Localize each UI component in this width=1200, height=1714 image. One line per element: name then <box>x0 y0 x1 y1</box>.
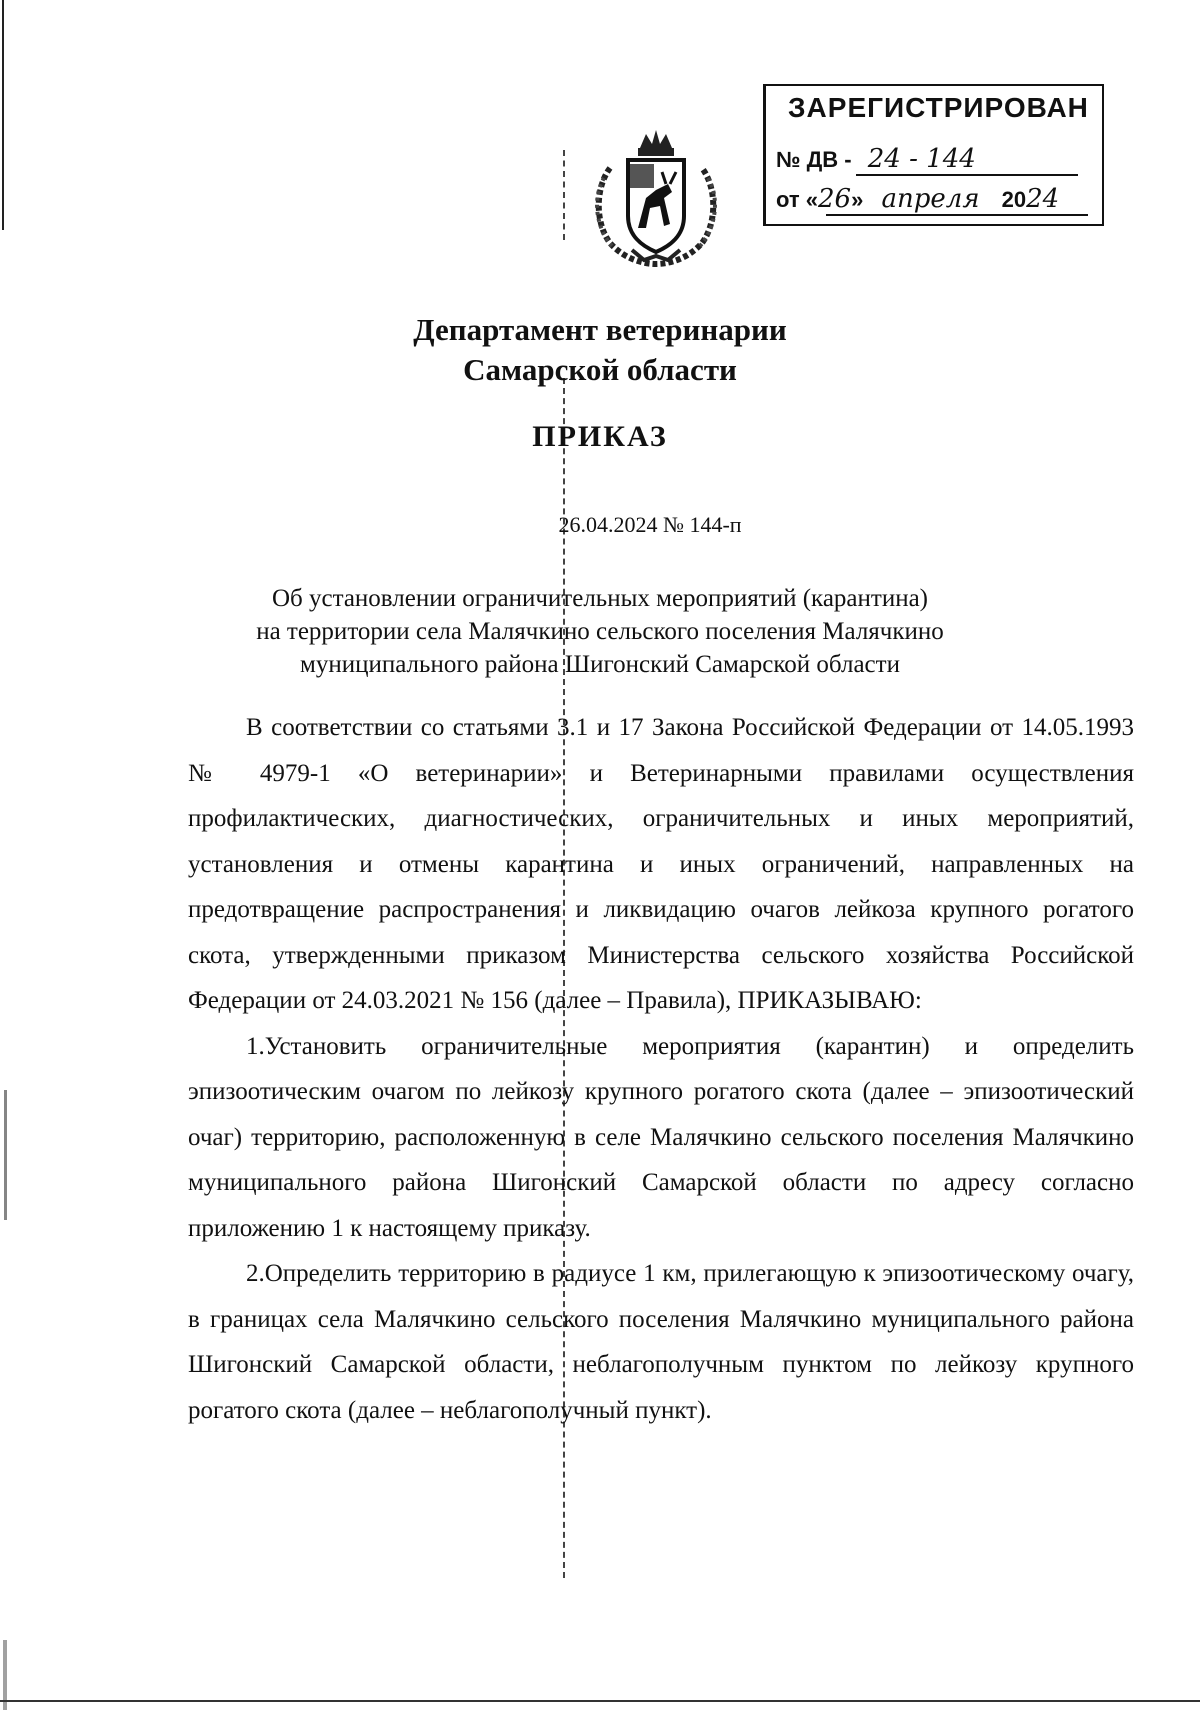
item-2-paragraph: 2.Определить территорию в радиусе 1 км, прилегающую к эпизоотическому очагу, в границах села Малячкино сельского поселения Малячкино муниципального района Шигонский Самарской области, неблагополучным пунктом по лейкозу крупного рогатого скота (далее – неблагополучный пункт). <box>188 1260 1134 1424</box>
stamp-title: ЗАРЕГИСТРИРОВАН <box>788 92 1089 123</box>
subject-line-1: Об установлении ограничительных мероприятий (карантина) <box>271 585 929 612</box>
stamp-date-prefix: от « <box>776 187 819 212</box>
stamp-date-year-printed: 20 <box>1001 187 1027 212</box>
stamp-date-day: 26 <box>818 184 852 214</box>
stamp-date-mid: » <box>851 187 864 212</box>
stamp-date-row <box>776 184 1059 214</box>
stamp-underline <box>826 214 1088 216</box>
stamp-number-handwritten: 24 - 144 <box>867 144 976 174</box>
department-line-1: Департамент ветеринарии <box>413 312 787 347</box>
stamp-underline <box>856 174 1078 176</box>
department-line-2: Самарской области <box>463 352 737 387</box>
scan-edge <box>2 0 4 230</box>
scan-edge <box>0 1700 1200 1702</box>
scan-edge <box>4 1090 7 1220</box>
department-name <box>0 310 1200 390</box>
order-subject <box>0 582 1200 681</box>
stamp-number-prefix: № ДВ - <box>776 147 852 172</box>
preamble-paragraph: В соответствии со статьями 3.1 и 17 Закона Российской Федерации от 14.05.1993 № 4979-1 «О ветеринарии» и Ветеринарными правилами осуществления профилактических, диагностических, ограничительных и иных мероприятий, установления и отмены карантина и иных ограничений, направленных на предотвращение распространения и ликвидацию очагов лейкоза крупного рогатого скота, утвержденными приказом Министерства сельского хозяйства Российской Федерации от 24.03.2021 № 156 (далее – Правила), ПРИКАЗЫВАЮ: <box>188 714 1134 1014</box>
document-type-title: ПРИКАЗ <box>532 420 668 453</box>
stamp-date-month: апреля <box>881 184 980 214</box>
stamp-date-year-handwritten: 24 <box>1026 184 1060 214</box>
subject-line-2: на территории села Малячкино сельского поселения Малячкино <box>256 618 944 645</box>
registration-stamp <box>763 84 1104 226</box>
order-date-number: 26.04.2024 № 144-п <box>558 512 742 537</box>
subject-line-3: муниципального района Шигонский Самарской области <box>300 651 900 678</box>
coat-of-arms-emblem <box>590 128 722 268</box>
item-1-paragraph: 1.Установить ограничительные мероприятия (карантин) и определить эпизоотическим очагом по лейкозу крупного рогатого скота (далее – эпизоотический очаг) территорию, расположенную в селе Малячкино сельского поселения Малячкино муниципального района Шигонский Самарской области по адресу согласно приложению 1 к настоящему приказу. <box>188 1032 1134 1242</box>
stamp-number-row <box>776 144 976 174</box>
order-body <box>188 705 1134 1433</box>
fold-line <box>563 150 565 240</box>
